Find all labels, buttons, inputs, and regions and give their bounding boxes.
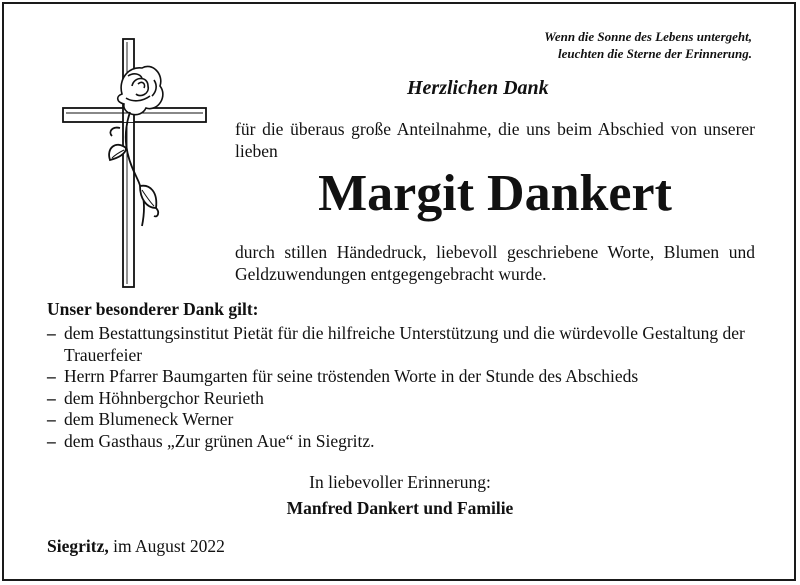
cross-with-rose-icon — [60, 36, 210, 292]
dash-icon: – — [47, 366, 56, 386]
dash-icon: – — [47, 409, 56, 429]
dash-icon: – — [47, 387, 56, 408]
list-item-text: dem Gasthaus „Zur grünen Aue“ in Siegritz. — [64, 430, 375, 451]
dash-icon: – — [47, 323, 56, 343]
gestures-text: durch stillen Händedruck, liebevoll geschriebene Worte, Blumen und Geldzuwendungen entgegengebracht wurde. — [235, 242, 755, 284]
list-item-text: dem Höhnbergchor Reurieth — [64, 387, 264, 408]
intro-text: für die überaus große Anteilnahme, die uns beim Abschied von unserer lieben — [235, 119, 755, 161]
deceased-name: Margit Dankert — [318, 165, 672, 222]
dash-icon: – — [47, 430, 56, 451]
list-item-text: dem Bestattungsinstitut Pietät für die hilfreiche Unterstützung und die würdevolle Gestaltung der Trauerfeier — [64, 323, 745, 365]
motto — [452, 28, 752, 62]
list-item — [47, 366, 767, 388]
place: Siegritz, — [47, 536, 109, 556]
heading-herzlichen-dank: Herzlichen Dank — [407, 77, 549, 99]
special-thanks-heading: Unser besonderer Dank gilt: — [47, 299, 259, 319]
list-item-text: dem Blumeneck Werner — [64, 409, 234, 429]
special-thanks-list — [47, 323, 767, 452]
family-signature: Manfred Dankert und Familie — [286, 498, 514, 518]
list-item — [47, 431, 767, 453]
closing-line: In liebevoller Erinnerung: — [309, 472, 491, 492]
list-item-text: Herrn Pfarrer Baumgarten für seine tröstenden Worte in der Stunde des Abschieds — [64, 366, 639, 386]
list-item — [47, 323, 767, 366]
motto-line-1: Wenn die Sonne des Lebens untergeht, — [544, 29, 752, 44]
motto-line-2: leuchten die Sterne der Erinnerung. — [558, 46, 752, 61]
date: im August 2022 — [113, 536, 225, 556]
list-item — [47, 388, 767, 410]
list-item — [47, 409, 767, 431]
place-date — [47, 536, 225, 557]
